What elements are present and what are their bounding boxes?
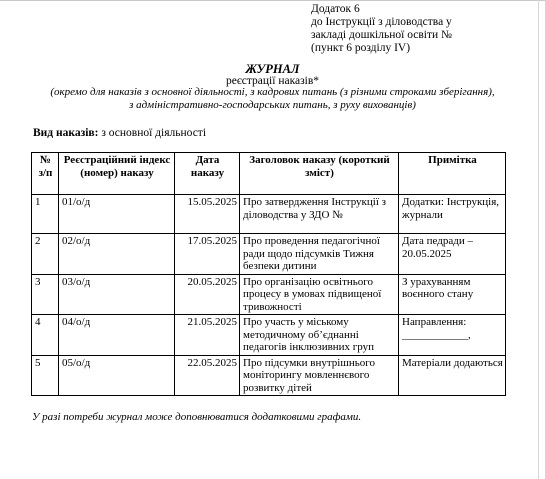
cell-index: 01/о/д <box>59 195 175 234</box>
cell-number: 3 <box>32 274 59 315</box>
appendix-line-2: до Інструкції з діловодства у <box>311 16 452 28</box>
cell-number: 5 <box>32 355 59 396</box>
header-note: Примітка <box>399 153 506 195</box>
cell-note: З урахуванням воєнного стану <box>399 274 506 315</box>
cell-index: 03/о/д <box>59 274 175 315</box>
cell-note: Матеріали додаються <box>399 355 506 396</box>
header-index: Реєстраційний індекс (номер) наказу <box>59 153 175 195</box>
cell-title: Про затвердження Інструкції з діловодства у ЗДО № <box>240 195 399 234</box>
footer-note: У разі потреби журнал може доповнюватися додатковими графами. <box>32 411 362 423</box>
cell-title: Про проведення педагогічної ради щодо підсумків Тижня безпеки дитини <box>240 234 399 275</box>
cell-index: 04/о/д <box>59 315 175 356</box>
cell-date: 20.05.2025 <box>175 274 240 315</box>
appendix-line-1: Додаток 6 <box>311 3 360 15</box>
order-kind-label: Вид наказів: <box>33 127 99 139</box>
appendix-line-3: закладі дошкільної освіти № <box>311 29 452 41</box>
registration-table <box>31 152 506 396</box>
header-title: Заголовок наказу (короткий зміст) <box>240 153 399 195</box>
order-kind <box>33 127 206 139</box>
cell-index: 02/о/д <box>59 234 175 275</box>
page-top-edge <box>0 0 545 1</box>
cell-number: 4 <box>32 315 59 356</box>
appendix-note <box>311 3 452 55</box>
journal-title: ЖУРНАЛ <box>245 62 300 76</box>
table-row <box>32 274 506 315</box>
cell-title: Про організацію освітнього процесу в умовах підвищеної тривожності <box>240 274 399 315</box>
appendix-line-4: (пункт 6 розділу IV) <box>311 42 411 54</box>
table-row <box>32 355 506 396</box>
table-row <box>32 234 506 275</box>
cell-title: Про участь у міському методичному об’єднанні педагогів інклюзивних груп <box>240 315 399 356</box>
cell-number: 1 <box>32 195 59 234</box>
cell-index: 05/о/д <box>59 355 175 396</box>
table-row <box>32 195 506 234</box>
cell-note: Додатки: Інструкція, журнали <box>399 195 506 234</box>
cell-note: Дата педради – 20.05.2025 <box>399 234 506 275</box>
cell-date: 15.05.2025 <box>175 195 240 234</box>
table-header-row <box>32 153 506 195</box>
journal-subtitle: реєстрації наказів* <box>225 75 320 87</box>
header-date: Дата наказу <box>175 153 240 195</box>
journal-scope-note: (окремо для наказів з основної діяльності, з кадрових питань (з різними строками зберігання), з адміністративно-господарських питань, з руху вихованців) <box>50 86 495 111</box>
header-number: № з/п <box>32 153 59 195</box>
cell-note: Направлення: ____________, <box>399 315 506 356</box>
cell-date: 17.05.2025 <box>175 234 240 275</box>
order-kind-value: з основної діяльності <box>98 127 207 139</box>
cell-number: 2 <box>32 234 59 275</box>
table-row <box>32 315 506 356</box>
cell-title: Про підсумки внутрішнього моніторингу мовленнєвого розвитку дітей <box>240 355 399 396</box>
cell-date: 21.05.2025 <box>175 315 240 356</box>
cell-date: 22.05.2025 <box>175 355 240 396</box>
